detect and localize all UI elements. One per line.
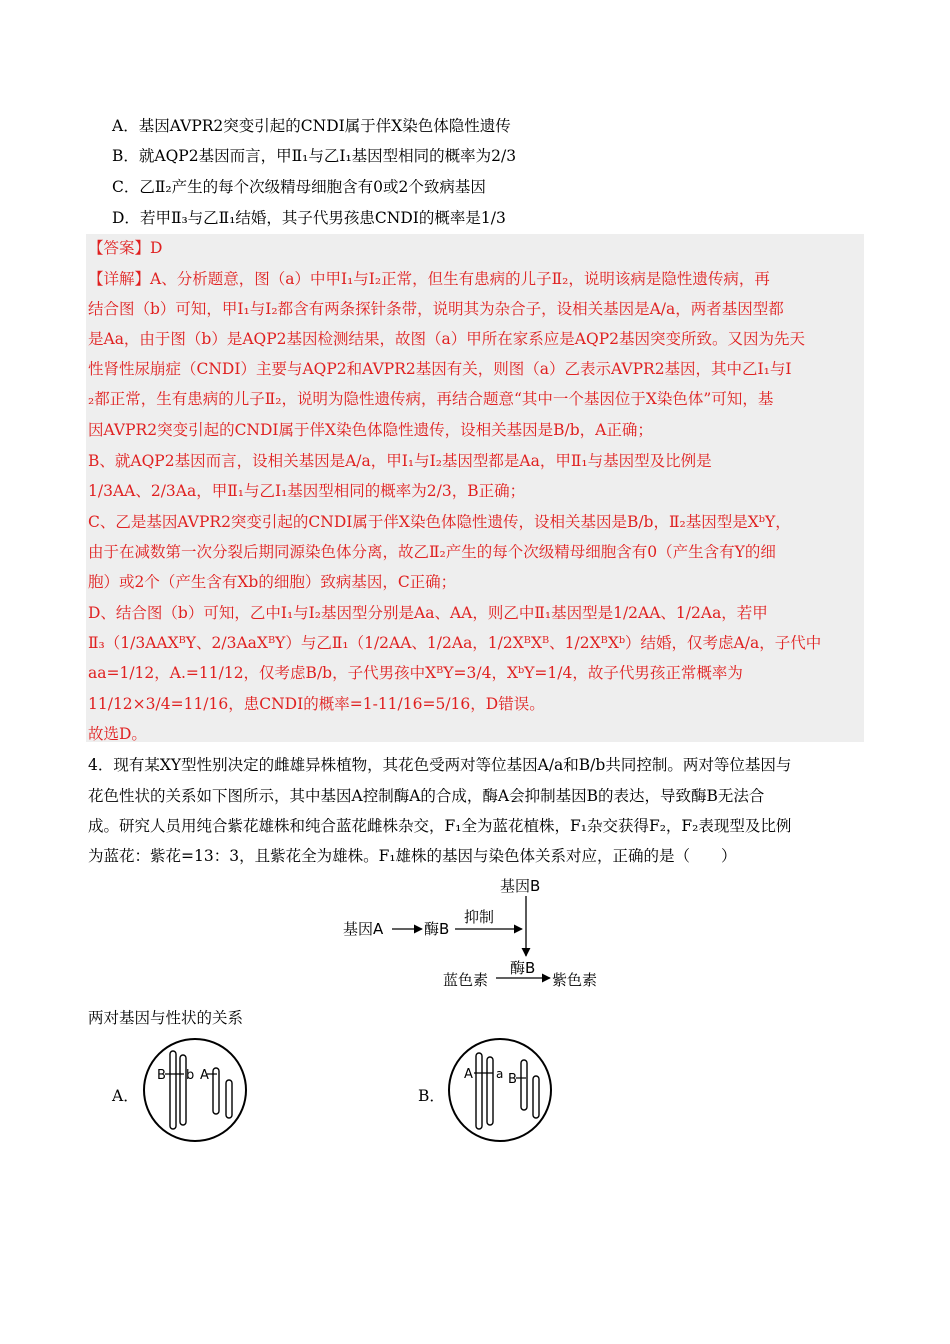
- option-a: A．基因AVPR2突变引起的CNDI属于伴X染色体隐性遗传: [112, 117, 511, 135]
- explanation-line-6: 因AVPR2突变引起的CNDI属于伴X染色体隐性遗传，设相关基因是B/b，A正确；: [88, 421, 653, 439]
- option-c: C．乙Ⅱ₂产生的每个次级精母细胞含有0或2个致病基因: [112, 178, 486, 196]
- choice-a-letter: A．: [112, 1087, 139, 1105]
- chromosome-4: [533, 1076, 539, 1118]
- explanation-line-2: 结合图（b）可知，甲Ⅰ₁与Ⅰ₂都含有两条探针条带，说明其为杂合子，设相关基因是A/a，两者基因型都: [88, 300, 784, 318]
- diagram-caption: 两对基因与性状的关系: [88, 1009, 244, 1027]
- explanation-line-11: 胞）或2个（产生含有Xb的细胞）致病基因，C正确；: [88, 573, 457, 591]
- explanation-line-7: B、就AQP2基因而言，设相关基因是A/a，甲Ⅰ₁与Ⅰ₂基因型都是Aa，甲Ⅱ₁与基因型及比例是: [88, 452, 712, 470]
- label-inhibit: 抑制: [464, 908, 495, 926]
- explanation-line-10: 由于在减数第一次分裂后期同源染色体分离，故乙Ⅱ₂产生的每个次级精母细胞含有0（产生含有Y的细: [88, 543, 776, 561]
- question-line-2: 花色性状的关系如下图所示，其中基因A控制酶A的合成，酶A会抑制基因B的表达，导致酶B无法合: [88, 787, 765, 805]
- explanation-line-15: 11/12×3/4=11/16，患CNDI的概率=1-11/16=5/16，D错误。: [88, 695, 545, 713]
- explanation-line-13: Ⅱ₃（1/3AAXᴮY、2/3AaXᴮY）与乙Ⅱ₁（1/2AA、1/2Aa，1/2XᴮXᴮ、1/2XᴮXᵇ）结婚，仅考虑A/a，子代中: [88, 634, 822, 652]
- chromosome-1: [476, 1053, 482, 1129]
- label-gene-a: 基因A: [343, 920, 384, 938]
- allele-label-1: A: [464, 1067, 473, 1082]
- allele-label-3: A: [200, 1068, 209, 1083]
- gene-pathway-diagram: [340, 872, 620, 994]
- explanation-line-4: 性肾性尿崩症（CNDI）主要与AQP2和AVPR2基因有关，则图（a）乙表示AVPR2基因，其中乙Ⅰ₁与Ⅰ: [88, 360, 792, 378]
- chromosome-3: [213, 1068, 219, 1114]
- chromosome-4: [226, 1080, 232, 1118]
- option-b: B．就AQP2基因而言，甲Ⅱ₁与乙Ⅰ₁基因型相同的概率为2/3: [112, 147, 517, 165]
- explanation-line-12: D、结合图（b）可知，乙中Ⅰ₁与Ⅰ₂基因型分别是Aa、AA，则乙中Ⅱ₁基因型是1/2AA、1/2Aa，若甲: [88, 604, 768, 622]
- chromosome-2: [180, 1055, 186, 1125]
- explanation-line-3: 是Aa，由于图（b）是AQP2基因检测结果，故图（a）甲所在家系应是AQP2基因突变所致。又因为先天: [88, 330, 805, 348]
- explanation-line-8: 1/3AA、2/3Aa，甲Ⅱ₁与乙Ⅰ₁基因型相同的概率为2/3，B正确；: [88, 482, 526, 500]
- chromosome-2: [487, 1057, 493, 1125]
- explanation-line-16: 故选D。: [88, 725, 147, 743]
- allele-label-3: B: [508, 1072, 517, 1087]
- question-line-4: 为蓝花：紫花=13：3，且紫花全为雄株。F₁雄株的基因与染色体关系对应，正确的是（ ）: [88, 847, 737, 865]
- label-gene-b: 基因B: [500, 877, 541, 895]
- choice-a-chromosome-diagram: [141, 1036, 249, 1144]
- question-line-1: 4．现有某XY型性别决定的雌雄异株植物，其花色受两对等位基因A/a和B/b共同控制。两对等位基因与: [88, 756, 792, 774]
- label-blue-pigment: 蓝色素: [443, 971, 489, 989]
- allele-label-1: B: [157, 1068, 166, 1083]
- explanation-line-1: 【详解】A、分析题意，图（a）中甲Ⅰ₁与Ⅰ₂正常，但生有患病的儿子Ⅱ₂，说明该病是隐性遗传病，再: [88, 270, 770, 288]
- explanation-line-14: aa=1/12，A.=11/12，仅考虑B/b，子代男孩中XᴮY=3/4，XᵇY=1/4，故子代男孩正常概率为: [88, 664, 743, 682]
- allele-label-2: b: [186, 1068, 195, 1083]
- answer-line: 【答案】D: [88, 239, 163, 257]
- label-enzyme: 酶B: [424, 920, 450, 938]
- question-line-3: 成。研究人员用纯合紫花雄株和纯合蓝花雌株杂交，F₁全为蓝花植株，F₁杂交获得F₂，F₂表现型及比例: [88, 817, 792, 835]
- choice-b-letter: B．: [418, 1087, 445, 1105]
- explanation-line-5: ₂都正常，生有患病的儿子Ⅱ₂，说明为隐性遗传病，再结合题意“其中一个基因位于X染色体”可知，基: [88, 390, 774, 408]
- label-enzyme-b: 酶B: [510, 959, 536, 977]
- choice-b-chromosome-diagram: [446, 1036, 554, 1144]
- chromosome-1: [170, 1051, 176, 1129]
- explanation-line-9: C、乙是基因AVPR2突变引起的CNDI属于伴X染色体隐性遗传，设相关基因是B/b，Ⅱ₂基因型是XᵇY，: [88, 513, 791, 531]
- allele-label-2: a: [496, 1067, 504, 1081]
- chromosome-3: [521, 1060, 527, 1110]
- option-d: D．若甲Ⅱ₃与乙Ⅱ₁结婚，其子代男孩患CNDI的概率是1/3: [112, 209, 506, 227]
- label-purple-pigment: 紫色素: [552, 971, 598, 989]
